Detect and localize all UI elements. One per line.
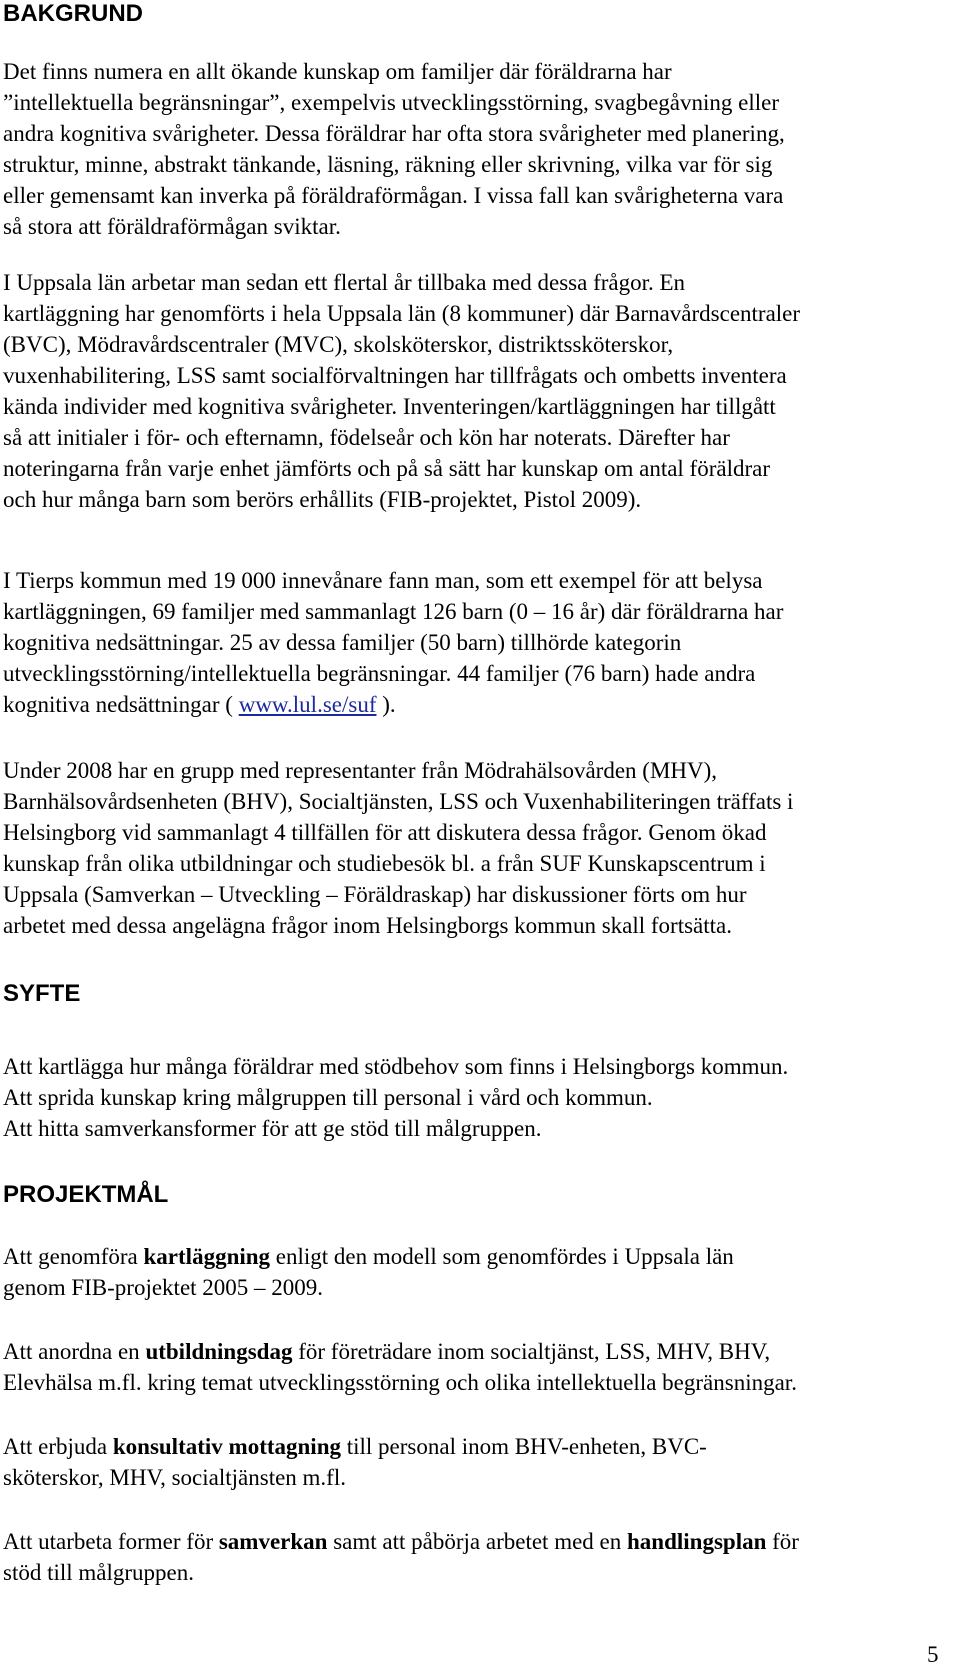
text-segment: Att anordna en: [3, 1339, 146, 1364]
text-line: [3, 1526, 958, 1557]
text-line: genom FIB-projektet 2005 – 2009.: [3, 1275, 324, 1300]
text-line: andra kognitiva svårigheter. Dessa föräldrar har ofta stora svårigheter med planering,: [3, 121, 785, 146]
text-line: eller gemensamt kan inverka på föräldraförmågan. I vissa fall kan svårigheterna vara: [3, 183, 784, 208]
text-line: vuxenhabilitering, LSS samt socialförvaltningen har tillfrågats och ombetts inventera: [3, 363, 787, 388]
text-segment: till personal inom BHV-enheten, BVC-: [340, 1434, 707, 1459]
text-line: så stora att föräldraförmågan sviktar.: [3, 214, 341, 239]
text-line: kunskap från olika utbildningar och studiebesök bl. a från SUF Kunskapscentrum i: [3, 851, 766, 876]
goal-kartlaggning: [3, 1241, 958, 1303]
text-line: Att hitta samverkansformer för att ge stöd till målgruppen.: [3, 1116, 542, 1141]
bold-term: utbildningsdag: [145, 1339, 293, 1364]
text-line: ”intellektuella begränsningar”, exempelvis utvecklingsstörning, svagbegåvning eller: [3, 90, 780, 115]
heading-projektmal: PROJEKTMÅL: [3, 1181, 169, 1208]
text-segment: Att genomföra: [3, 1244, 144, 1269]
paragraph-bakgrund-1: [3, 56, 958, 242]
text-line: noteringarna från varje enhet jämförts och på så sätt har kunskap om antal föräldrar: [3, 456, 770, 481]
text-line: och hur många barn som berörs erhållits (FIB-projektet, Pistol 2009).: [3, 487, 642, 512]
goal-samverkan: [3, 1526, 958, 1588]
text-segment: för företrädare inom socialtjänst, LSS, MHV, BHV,: [292, 1339, 771, 1364]
text-line: så att initialer i för- och efternamn, födelseår och kön har noterats. Därefter har: [3, 425, 730, 450]
paragraph-bakgrund-4: [3, 755, 958, 941]
text-line: struktur, minne, abstrakt tänkande, läsning, räkning eller skrivning, vilka var för sig: [3, 152, 773, 177]
text-line: Barnhälsovårdsenheten (BHV), Socialtjänsten, LSS och Vuxenhabiliteringen träffats i: [3, 789, 794, 814]
text-segment: enligt den modell som genomfördes i Uppsala län: [270, 1244, 734, 1269]
text-line: Det finns numera en allt ökande kunskap om familjer där föräldrarna har: [3, 59, 672, 84]
text-line: stöd till målgruppen.: [3, 1560, 195, 1585]
text-line: Under 2008 har en grupp med representanter från Mödrahälsovården (MHV),: [3, 758, 718, 783]
bold-term: handlingsplan: [627, 1529, 767, 1554]
text-line: I Uppsala län arbetar man sedan ett flertal år tillbaka med dessa frågor. En: [3, 270, 686, 295]
page-number: 5: [927, 1642, 939, 1667]
text-line: Att kartlägga hur många föräldrar med stödbehov som finns i Helsingborgs kommun.: [3, 1054, 789, 1079]
text-line: I Tierps kommun med 19 000 innevånare fann man, som ett exempel för att belysa: [3, 568, 763, 593]
text-line: Elevhälsa m.fl. kring temat utvecklingsstörning och olika intellektuella begränsningar.: [3, 1370, 797, 1395]
text-line: utvecklingsstörning/intellektuella begränsningar. 44 familjer (76 barn) hade andra: [3, 661, 756, 686]
text-line: kognitiva nedsättningar. 25 av dessa familjer (50 barn) tillhörde kategorin: [3, 630, 682, 655]
text-line: kända individer med kognitiva svårigheter. Inventeringen/kartläggningen har tillgått: [3, 394, 776, 419]
paragraph-bakgrund-2: [3, 267, 958, 515]
text-line: arbetet med dessa angelägna frågor inom Helsingborgs kommun skall fortsätta.: [3, 913, 732, 938]
paragraph-bakgrund-3: [3, 565, 958, 720]
goal-konsultativ-mottagning: [3, 1431, 958, 1493]
suf-link[interactable]: www.lul.se/suf: [238, 692, 377, 717]
heading-syfte: SYFTE: [3, 980, 81, 1007]
bold-term: samverkan: [218, 1529, 328, 1554]
text-line: sköterskor, MHV, socialtjänsten m.fl.: [3, 1465, 346, 1490]
text-line: [3, 1241, 958, 1272]
text-segment: kognitiva nedsättningar (: [3, 692, 239, 717]
text-segment: Att utarbeta former för: [3, 1529, 219, 1554]
text-line: Helsingborg vid sammanlagt 4 tillfällen för att diskutera dessa frågor. Genom ökad: [3, 820, 767, 845]
text-line: Uppsala (Samverkan – Utveckling – Föräldraskap) har diskussioner förts om hur: [3, 882, 747, 907]
text-line: [3, 1336, 958, 1367]
text-line: (BVC), Mödravårdscentraler (MVC), skolsköterskor, distriktssköterskor,: [3, 332, 674, 357]
text-segment: samt att påbörja arbetet med en: [327, 1529, 628, 1554]
text-line: Att sprida kunskap kring målgruppen till personal i vård och kommun.: [3, 1085, 653, 1110]
bold-term: kartläggning: [143, 1244, 271, 1269]
bold-term: konsultativ mottagning: [112, 1434, 341, 1459]
text-segment: Att erbjuda: [3, 1434, 113, 1459]
text-segment: för: [766, 1529, 799, 1554]
goal-utbildningsdag: [3, 1336, 958, 1398]
text-line: [3, 1431, 958, 1462]
text-line: [3, 689, 958, 720]
list-syfte: [3, 1051, 958, 1144]
text-line: kartläggning har genomförts i hela Uppsala län (8 kommuner) där Barnavårdscentraler: [3, 301, 801, 326]
text-segment: ).: [376, 692, 396, 717]
heading-bakgrund: BAKGRUND: [3, 0, 143, 27]
text-line: kartläggningen, 69 familjer med sammanlagt 126 barn (0 – 16 år) där föräldrarna har: [3, 599, 784, 624]
